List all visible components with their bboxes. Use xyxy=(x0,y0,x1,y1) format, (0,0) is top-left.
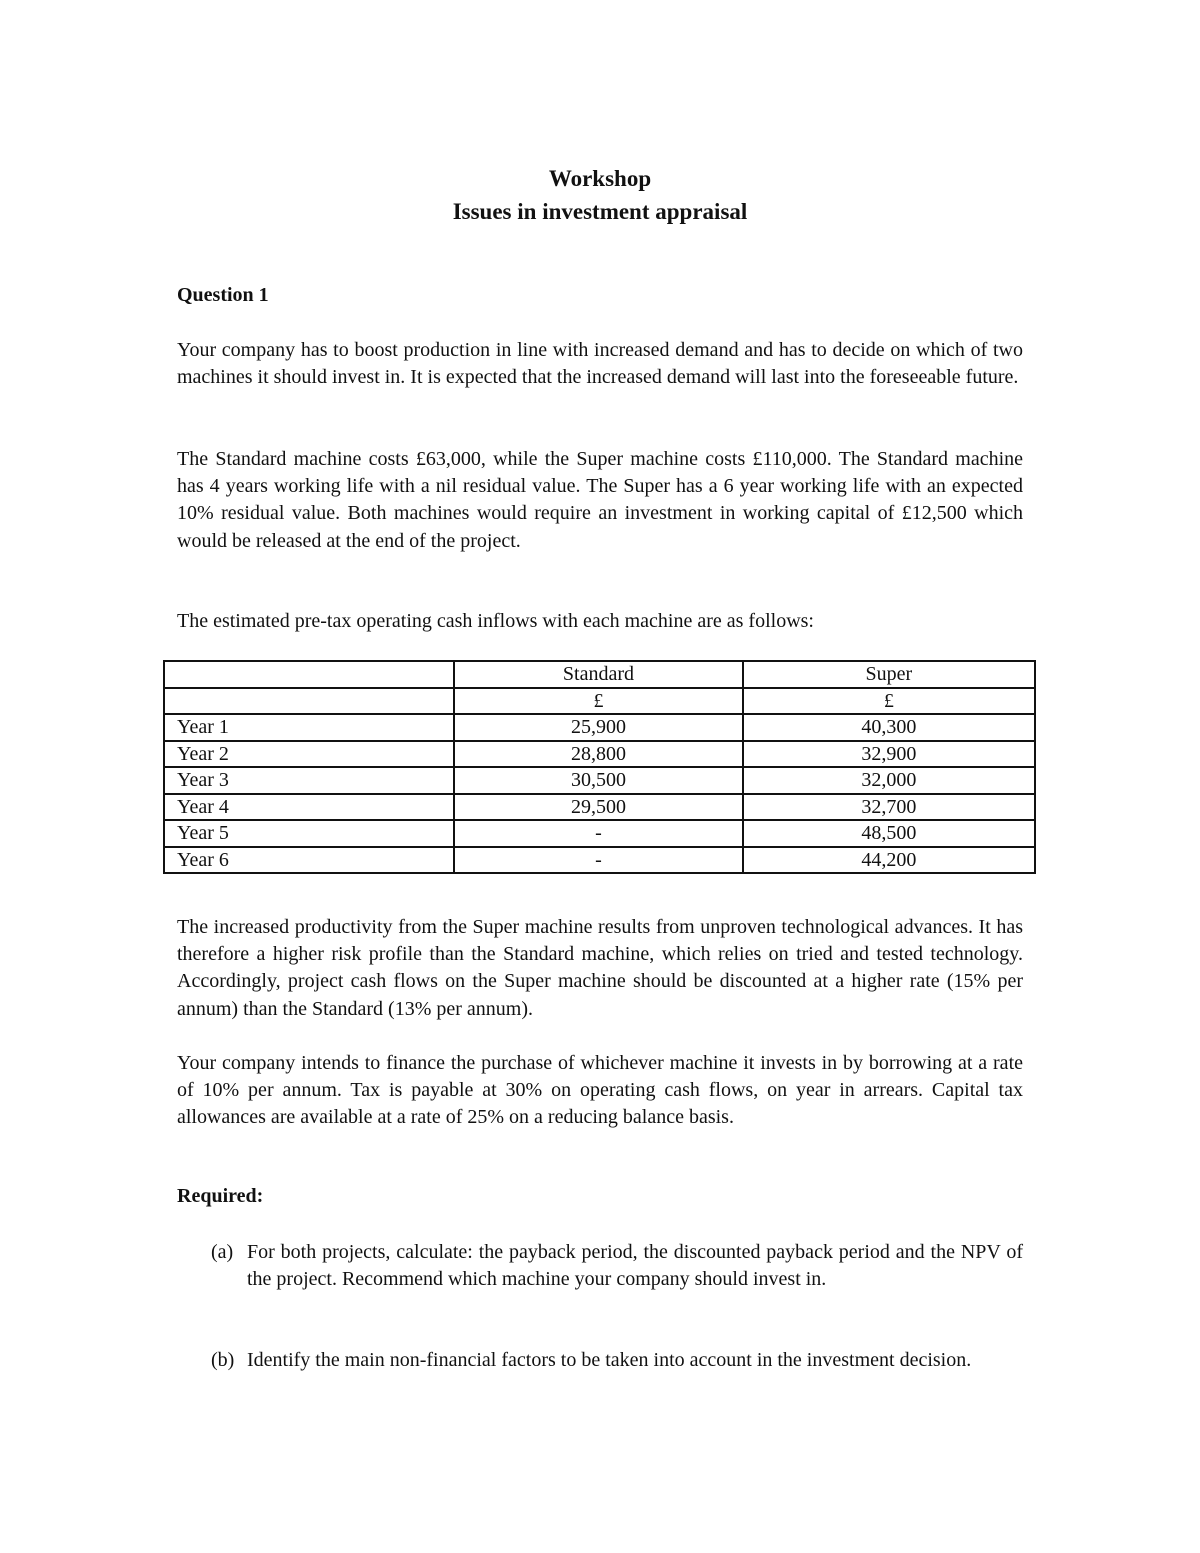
table-row xyxy=(164,767,1035,794)
table-row xyxy=(164,847,1035,874)
table-cell-standard: 25,900 xyxy=(454,714,742,741)
table-cell-super: 40,300 xyxy=(743,714,1035,741)
paragraph-risk-profile: The increased productivity from the Super machine results from unproven technological advances. It has therefore a higher risk profile than the Standard machine, which relies on tried and tested technology. Accordingly, project cash flows on the Super machine should be discounted at a higher rate (15% per annum) than the Standard (13% per annum). xyxy=(177,916,1023,1020)
paragraph-machine-costs: The Standard machine costs £63,000, while the Super machine costs £110,000. The Standard machine has 4 years working life with a nil residual value. The Super has a 6 year working life with an expected 10% residual value. Both machines would require an investment in working capital of £12,500 which would be released at the end of the project. xyxy=(177,448,1023,552)
table-cell-super: 32,700 xyxy=(743,794,1035,821)
requirement-b xyxy=(211,1347,1023,1374)
table-cell-super: 32,900 xyxy=(743,741,1035,768)
required-heading: Required: xyxy=(177,1185,264,1207)
table-units-super: £ xyxy=(743,688,1035,715)
table-cell-standard: - xyxy=(454,820,742,847)
requirement-a xyxy=(211,1239,1023,1293)
requirement-label: (b) xyxy=(211,1349,235,1371)
requirement-text: Identify the main non-financial factors to be taken into account in the investment decision. xyxy=(247,1349,972,1371)
table-units-row xyxy=(164,688,1035,715)
document-subtitle: Issues in investment appraisal xyxy=(452,199,748,224)
table-cell-super: 48,500 xyxy=(743,820,1035,847)
table-row-year: Year 6 xyxy=(164,847,454,874)
table-row-year: Year 2 xyxy=(164,741,454,768)
paragraph-intro: Your company has to boost production in line with increased demand and has to decide on which of two machines it should invest in. It is expected that the increased demand will last into the foreseeable future. xyxy=(177,339,1023,389)
table-units-cell xyxy=(164,688,454,715)
paragraph-financing: Your company intends to finance the purchase of whichever machine it invests in by borrowing at a rate of 10% per annum. Tax is payable at 30% on operating cash flows, on year in arrears. Capital tax allowances are available at a rate of 25% on a reducing balance basis. xyxy=(177,1052,1023,1129)
table-row-year: Year 3 xyxy=(164,767,454,794)
table-row-year: Year 4 xyxy=(164,794,454,821)
table-header-cell xyxy=(164,661,454,688)
question-heading: Question 1 xyxy=(177,284,269,306)
table-cell-super: 32,000 xyxy=(743,767,1035,794)
table-cell-super: 44,200 xyxy=(743,847,1035,874)
table-cell-standard: 29,500 xyxy=(454,794,742,821)
table-header-super: Super xyxy=(743,661,1035,688)
table-units-standard: £ xyxy=(454,688,742,715)
table-row xyxy=(164,714,1035,741)
document-title: Workshop xyxy=(548,166,652,191)
requirement-text: For both projects, calculate: the payback period, the discounted payback period and the NPV of the project. Recommend which machine your company should invest in. xyxy=(247,1241,1023,1291)
cash-inflows-table xyxy=(163,660,1036,874)
table-cell-standard: 28,800 xyxy=(454,741,742,768)
table-row xyxy=(164,820,1035,847)
requirement-label: (a) xyxy=(211,1241,234,1263)
table-row-year: Year 5 xyxy=(164,820,454,847)
table-row xyxy=(164,794,1035,821)
table-cell-standard: 30,500 xyxy=(454,767,742,794)
table-cell-standard: - xyxy=(454,847,742,874)
table-header-row xyxy=(164,661,1035,688)
table-header-standard: Standard xyxy=(454,661,742,688)
table-row-year: Year 1 xyxy=(164,714,454,741)
table-row xyxy=(164,741,1035,768)
paragraph-table-intro: The estimated pre-tax operating cash inflows with each machine are as follows: xyxy=(177,610,814,632)
